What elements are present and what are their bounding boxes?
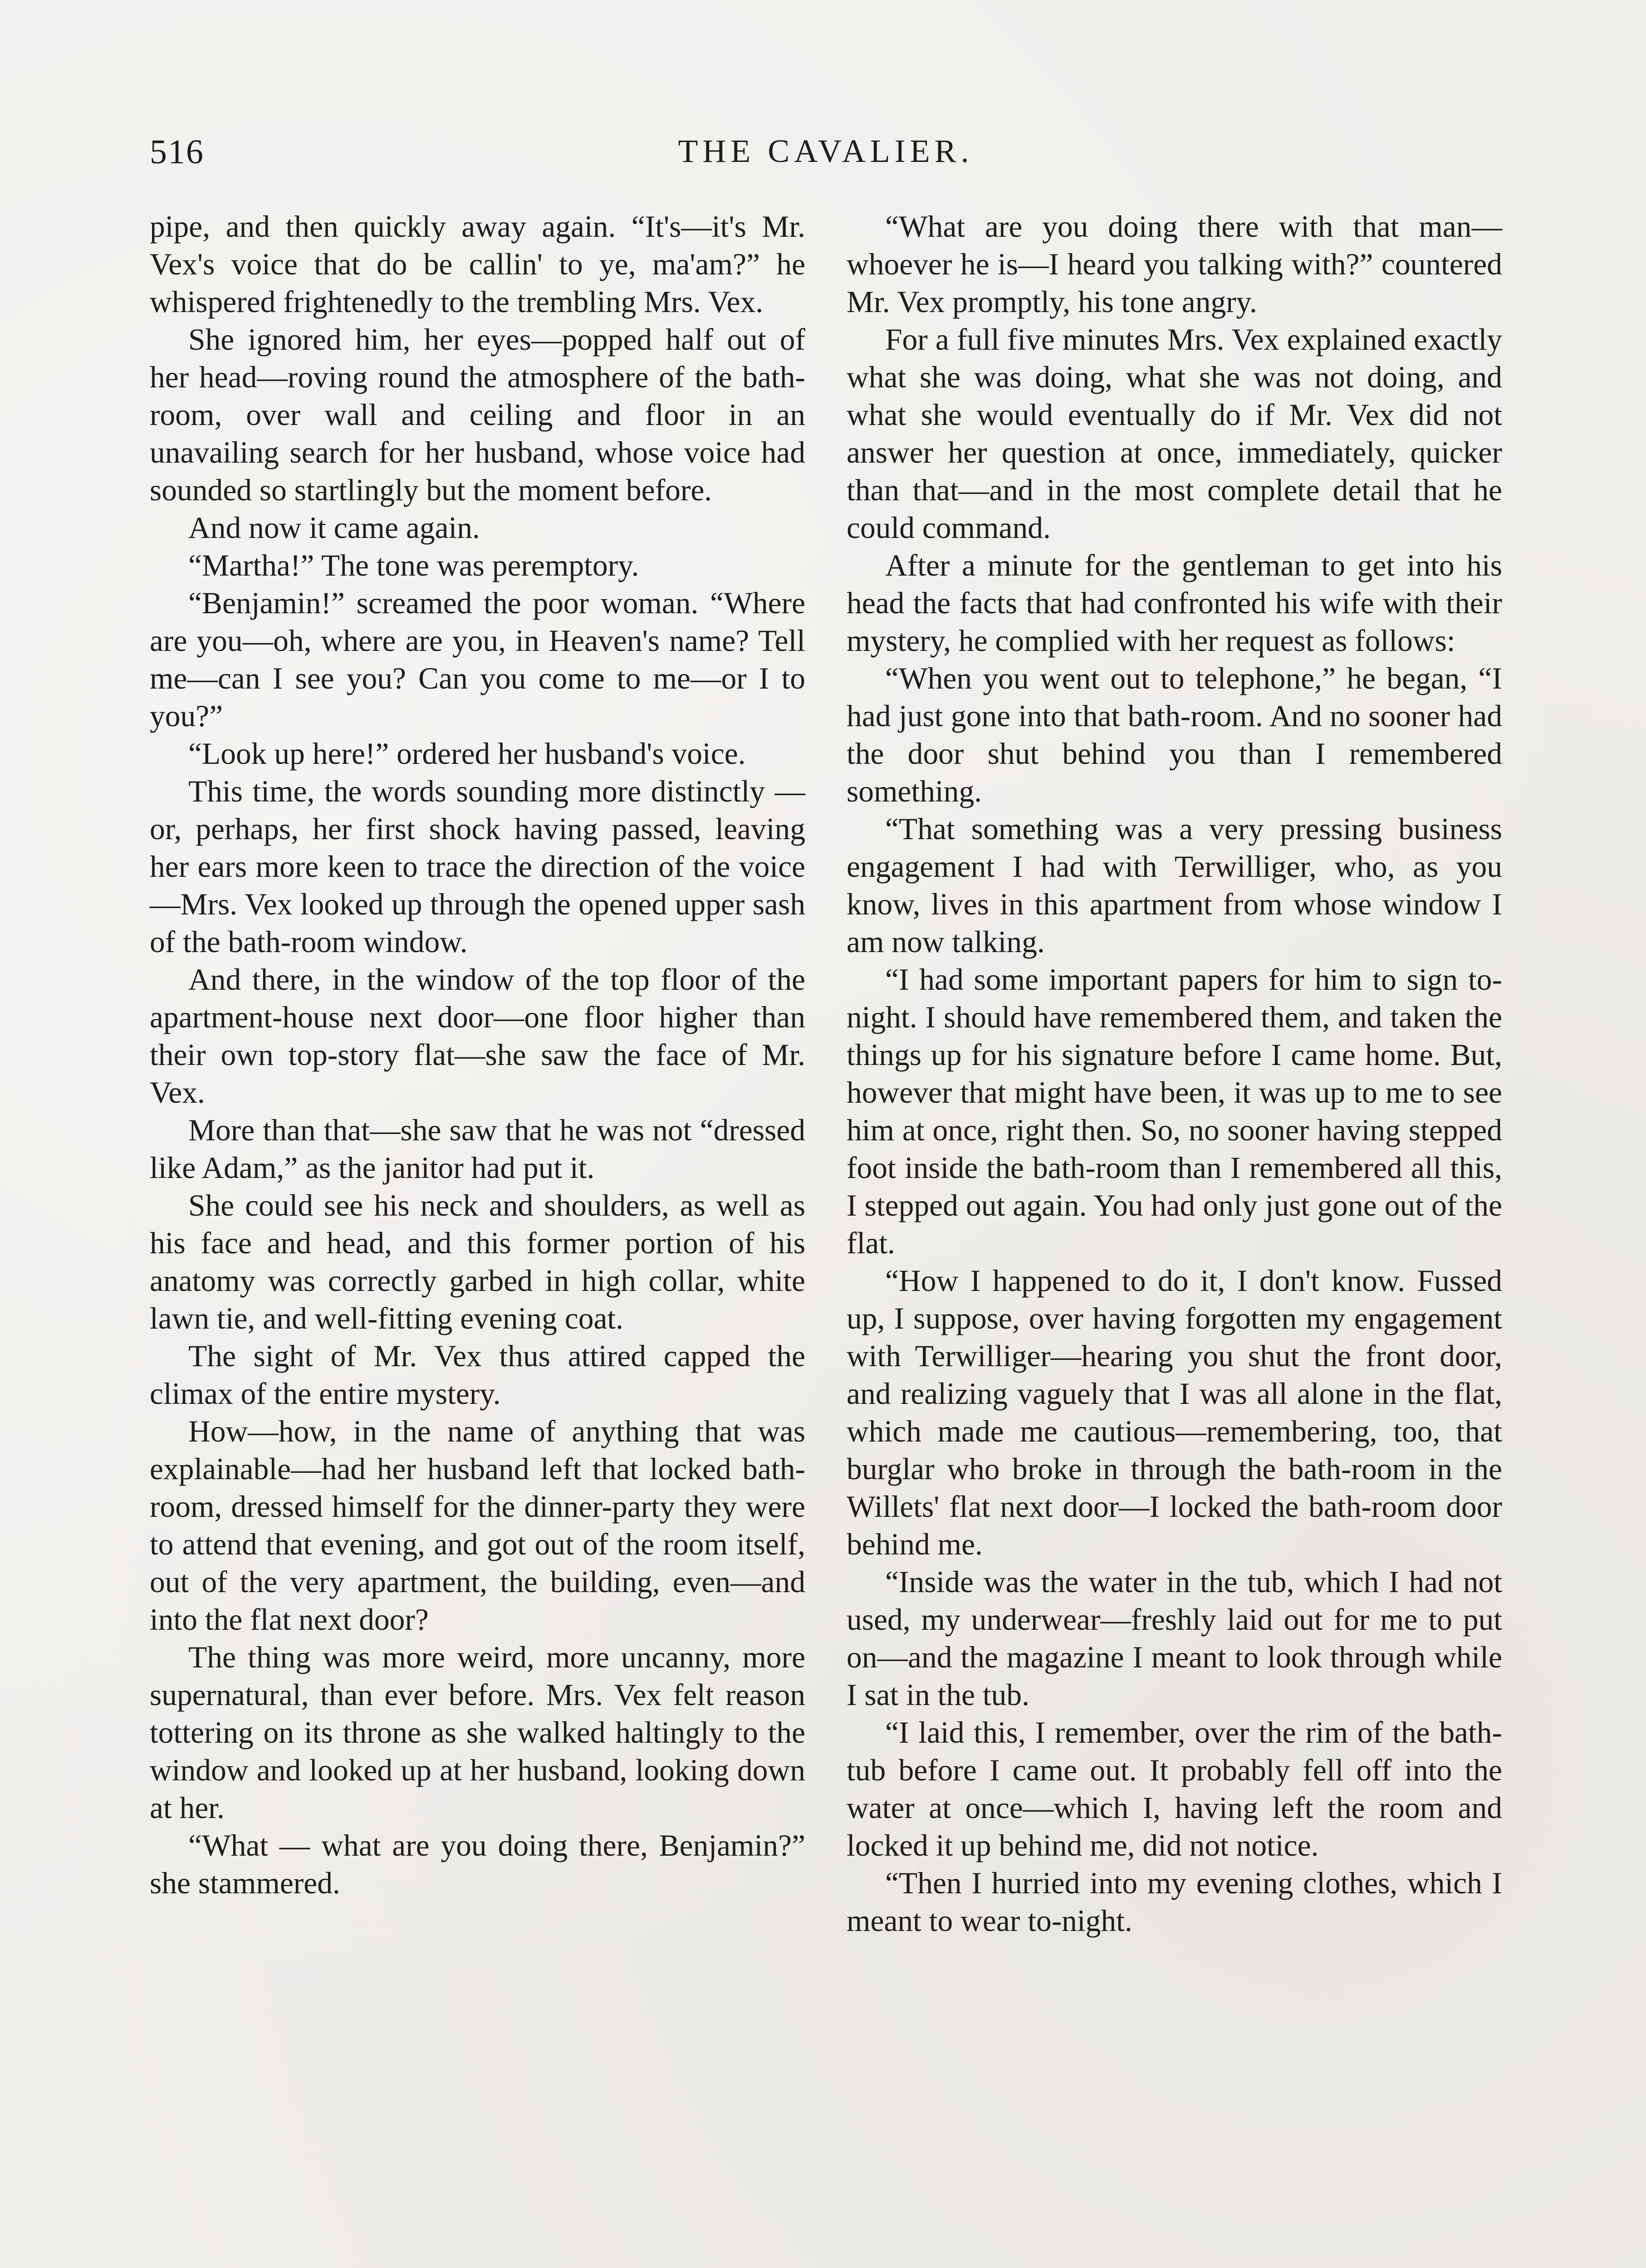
paragraph: For a full five minutes Mrs. Vex explained exactly what she was doing, what she was not doing, and what she would eventually do if Mr. Vex did not answer her question at once, immediately, quicker than that—and in the most complete detail that he could command. bbox=[847, 323, 1502, 545]
paragraph: The thing was more weird, more uncanny, more supernatural, than ever before. Mrs. Vex felt reason tottering on its throne as she walked haltingly to the window and looked up at her husband, looking down at her. bbox=[150, 1640, 805, 1825]
paragraph: “What are you doing there with that man—whoever he is—I heard you talking with?” countered Mr. Vex promptly, his tone angry. bbox=[847, 210, 1502, 319]
paragraph: “Look up here!” ordered her husband's voice. bbox=[188, 737, 746, 771]
left-column bbox=[150, 208, 805, 1902]
paragraph: pipe, and then quickly away again. “It's—it's Mr. Vex's voice that do be callin' to ye, ma'am?” he whispered frightenedly to the trembling Mrs. Vex. bbox=[150, 210, 805, 319]
paragraph: “Benjamin!” screamed the poor woman. “Where are you—oh, where are you, in Heaven's name? Tell me—can I see you? Can you come to me—or I to you?” bbox=[150, 586, 805, 733]
paragraph: “How I happened to do it, I don't know. Fussed up, I suppose, over having forgotten my engagement with Terwilliger—hearing you shut the front door, and realizing vaguely that I was all alone in the flat, which made me cautious—remembering, too, that burglar who broke in through the bath-room in the Willets' flat next door—I locked the bath-room door behind me. bbox=[847, 1264, 1502, 1561]
paragraph: And now it came again. bbox=[188, 511, 480, 545]
paragraph: “Martha!” The tone was peremptory. bbox=[188, 548, 639, 582]
running-title: THE CAVALIER. bbox=[678, 133, 974, 169]
paragraph: She ignored him, her eyes—popped half out of her head—roving round the atmosphere of the bath-room, over wall and ceiling and floor in an unavailing search for her husband, whose voice had sounded so startlingly but the moment before. bbox=[150, 323, 805, 507]
paragraph: How—how, in the name of anything that was explainable—had her husband left that locked bath-room, dressed himself for the dinner-party they were to attend that evening, and got out of the room itself, out of the very apartment, the building, even—and into the flat next door? bbox=[150, 1414, 805, 1637]
paragraph: And there, in the window of the top floor of the apartment-house next door—one floor higher than their own top-story flat—she saw the face of Mr. Vex. bbox=[150, 963, 805, 1110]
paragraph: More than that—she saw that he was not “dressed like Adam,” as the janitor had put it. bbox=[150, 1113, 805, 1185]
paragraph: “That something was a very pressing business engagement I had with Terwilliger, who, as you know, lives in this apartment from whose window I am now talking. bbox=[847, 812, 1502, 959]
paragraph: The sight of Mr. Vex thus attired capped the climax of the entire mystery. bbox=[150, 1339, 805, 1411]
right-column bbox=[847, 208, 1502, 1940]
paragraph: “Then I hurried into my evening clothes, which I meant to wear to-night. bbox=[847, 1866, 1502, 1938]
paragraph: She could see his neck and shoulders, as well as his face and head, and this former portion of his anatomy was correctly garbed in high collar, white lawn tie, and well-fitting evening coat. bbox=[150, 1188, 805, 1335]
paragraph: “Inside was the water in the tub, which I had not used, my underwear—freshly laid out for me to put on—and the magazine I meant to look through while I sat in the tub. bbox=[847, 1565, 1502, 1712]
page-header bbox=[150, 132, 1502, 173]
paragraph: “I had some important papers for him to sign to-night. I should have remembered them, and taken the things up for his signature before I came home. But, however that might have been, it was up to me to see him at once, right then. So, no sooner having stepped foot inside the bath-room than I remembered all this, I stepped out again. You had only just gone out of the flat. bbox=[847, 963, 1502, 1260]
paragraph: After a minute for the gentleman to get into his head the facts that had confronted his wife with their mystery, he complied with her request as follows: bbox=[847, 548, 1502, 658]
paragraph: “When you went out to telephone,” he began, “I had just gone into that bath-room. And no sooner had the door shut behind you than I remembered something. bbox=[847, 661, 1502, 808]
page-number: 516 bbox=[150, 133, 204, 171]
paragraph: “What — what are you doing there, Benjamin?” she stammered. bbox=[150, 1828, 805, 1900]
paragraph: This time, the words sounding more distinctly — or, perhaps, her first shock having passed, leaving her ears more keen to trace the direction of the voice—Mrs. Vex looked up through the opened upper sash of the bath-room window. bbox=[150, 774, 805, 959]
paragraph: “I laid this, I remember, over the rim of the bath-tub before I came out. It probably fell off into the water at once—which I, having left the room and locked it up behind me, did not notice. bbox=[847, 1716, 1502, 1862]
